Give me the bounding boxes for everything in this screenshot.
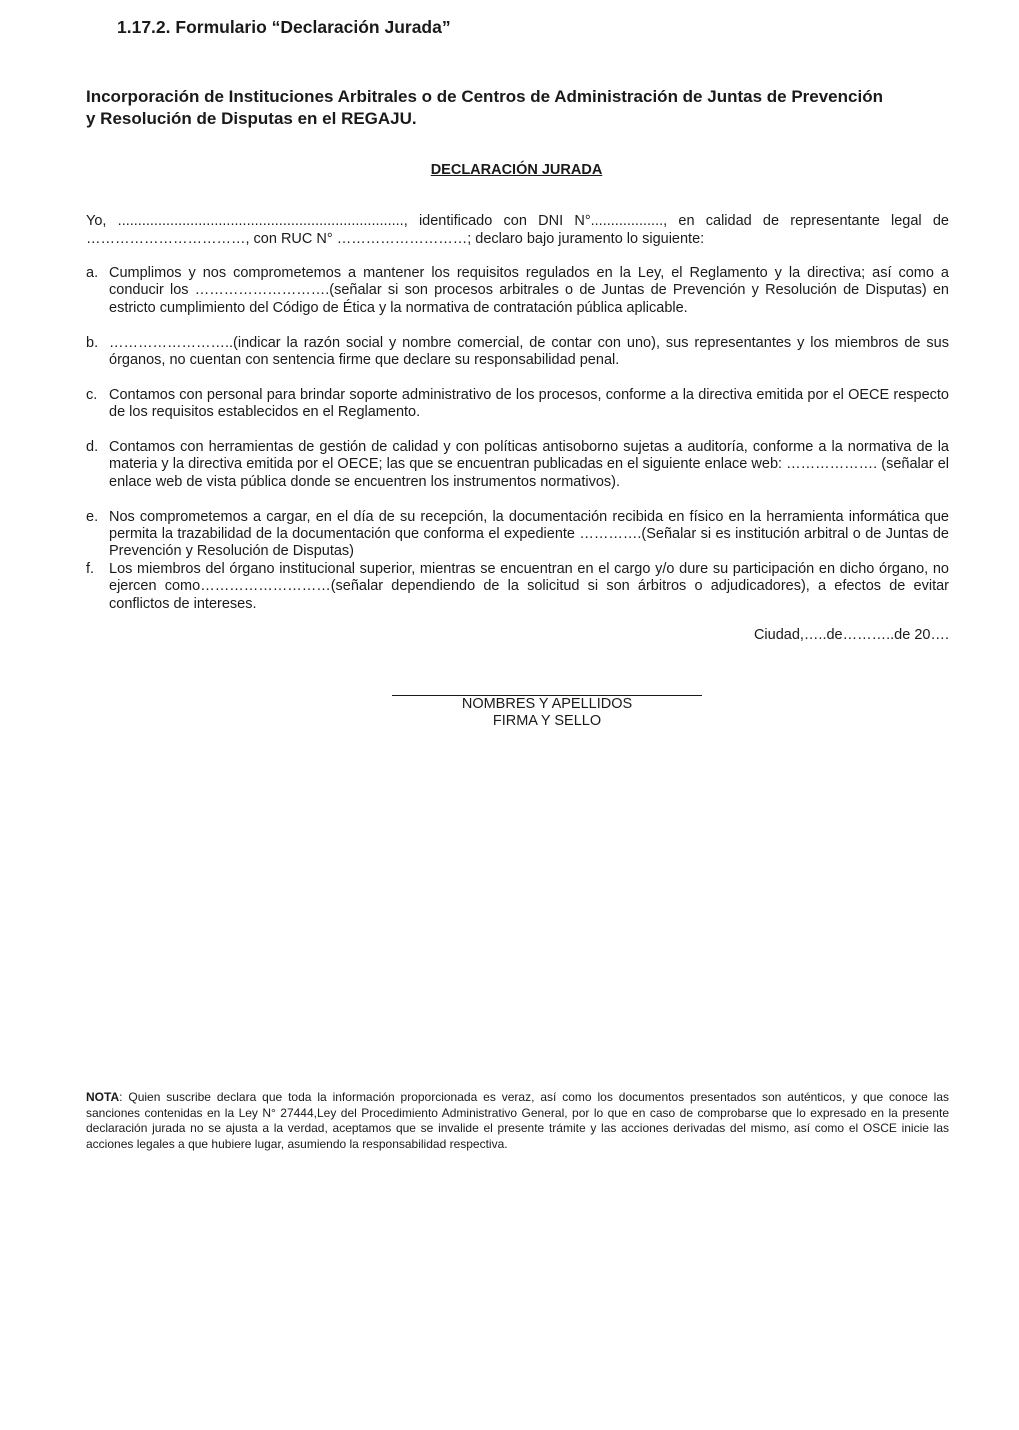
declaration-item-e: [86, 509, 949, 561]
note-text: : Quien suscribe declara que toda la información proporcionada es veraz, así como los documentos presentados son auténticos, y que conoce las sanciones contenidas en la Ley N° 27444,Ley del Procedimiento Administrativo General, por lo que en caso de comprobarse que lo expresado en la presente declaración jurada no se ajusta a la verdad, aceptamos que se invalide el presente trámite y las acciones derivadas del mismo, así como el OSCE inicie las acciones legales a que hubiere lugar, asumiendo la responsabilidad respectiva.: [86, 1090, 949, 1151]
item-text: Contamos con herramientas de gestión de calidad y con políticas antisoborno sujetas a auditoría, conforme a la normativa de la materia y la directiva emitida por el OECE; las que se encuentran publicadas en el siguiente enlace web: ………………. (señalar el enlace web de vista pública donde se encuentren los instrumentos normativos).: [109, 439, 949, 490]
item-text: Cumplimos y nos comprometemos a mantener los requisitos regulados en la Ley, el Reglamento y la directiva; así como a conducir los ……………………….(señalar si son procesos arbitrales o de Juntas de Prevención y Resolución de Disputas) en estricto cumplimiento del Código de Ética y la normativa de contratación pública aplicable.: [109, 265, 949, 316]
declaration-item-b: [86, 335, 949, 370]
item-marker: f.: [86, 560, 95, 577]
item-marker: a.: [86, 265, 99, 281]
date-line: Ciudad,…..de………..de 20….: [753, 627, 949, 643]
form-title-line-2: y Resolución de Disputas en el REGAJU.: [86, 109, 417, 128]
item-text: Nos comprometemos a cargar, en el día de su recepción, la documentación recibida en físico en la herramienta informática que permita la trazabilidad de la documentación que conforma el expediente ………….(Señalar si es institución arbitral o de Juntas de Prevención y Resolución de Disputas): [109, 508, 949, 560]
item-marker: e.: [86, 508, 99, 525]
item-text: Los miembros del órgano institucional superior, mientras se encuentran en el cargo y/o dure su participación en dicho órgano, no ejercen como………………………(señalar dependiendo de la solicitud si son árbitros o adjudicadores), a efectos de evitar conflictos de intereses.: [109, 560, 949, 612]
declaration-item-c: [86, 387, 949, 422]
legal-note: [86, 1090, 949, 1152]
item-text: Contamos con personal para brindar soporte administrativo de los procesos, conforme a la directiva emitida por el OECE respecto de los requisitos establecidos en el Reglamento.: [109, 386, 949, 421]
signature-block: [392, 680, 702, 731]
signature-names-label: NOMBRES Y APELLIDOS: [461, 696, 633, 712]
section-heading: 1.17.2. Formulario “Declaración Jurada”: [117, 17, 451, 37]
declaration-items: [86, 265, 949, 613]
declaration-title: DECLARACIÓN JURADA: [430, 162, 603, 178]
form-title: [86, 86, 949, 130]
item-marker: b.: [86, 334, 99, 351]
declaration-item-f: [86, 561, 949, 613]
item-marker: d.: [86, 439, 99, 456]
declaration-item-d: [86, 439, 949, 491]
form-title-line-1: Incorporación de Instituciones Arbitrales o de Centros de Administración de Juntas de Prevención: [86, 87, 883, 106]
signature-sign-label: FIRMA Y SELLO: [492, 713, 602, 730]
item-marker: c.: [86, 386, 98, 403]
intro-paragraph: Yo, ......................................................................., identificado con DNI N°.................., en calidad de representante legal de ……………………………, con RUC N° ………………………; declaro bajo juramento lo siguiente:: [86, 213, 949, 247]
declaration-item-a: [86, 265, 949, 317]
signature-line: [392, 680, 702, 696]
item-text: ……………………..(indicar la razón social y nombre comercial, de contar con uno), sus representantes y los miembros de sus órganos, no cuentan con sentencia firme que declare su responsabilidad penal.: [109, 334, 949, 369]
note-label: NOTA: [86, 1090, 120, 1104]
